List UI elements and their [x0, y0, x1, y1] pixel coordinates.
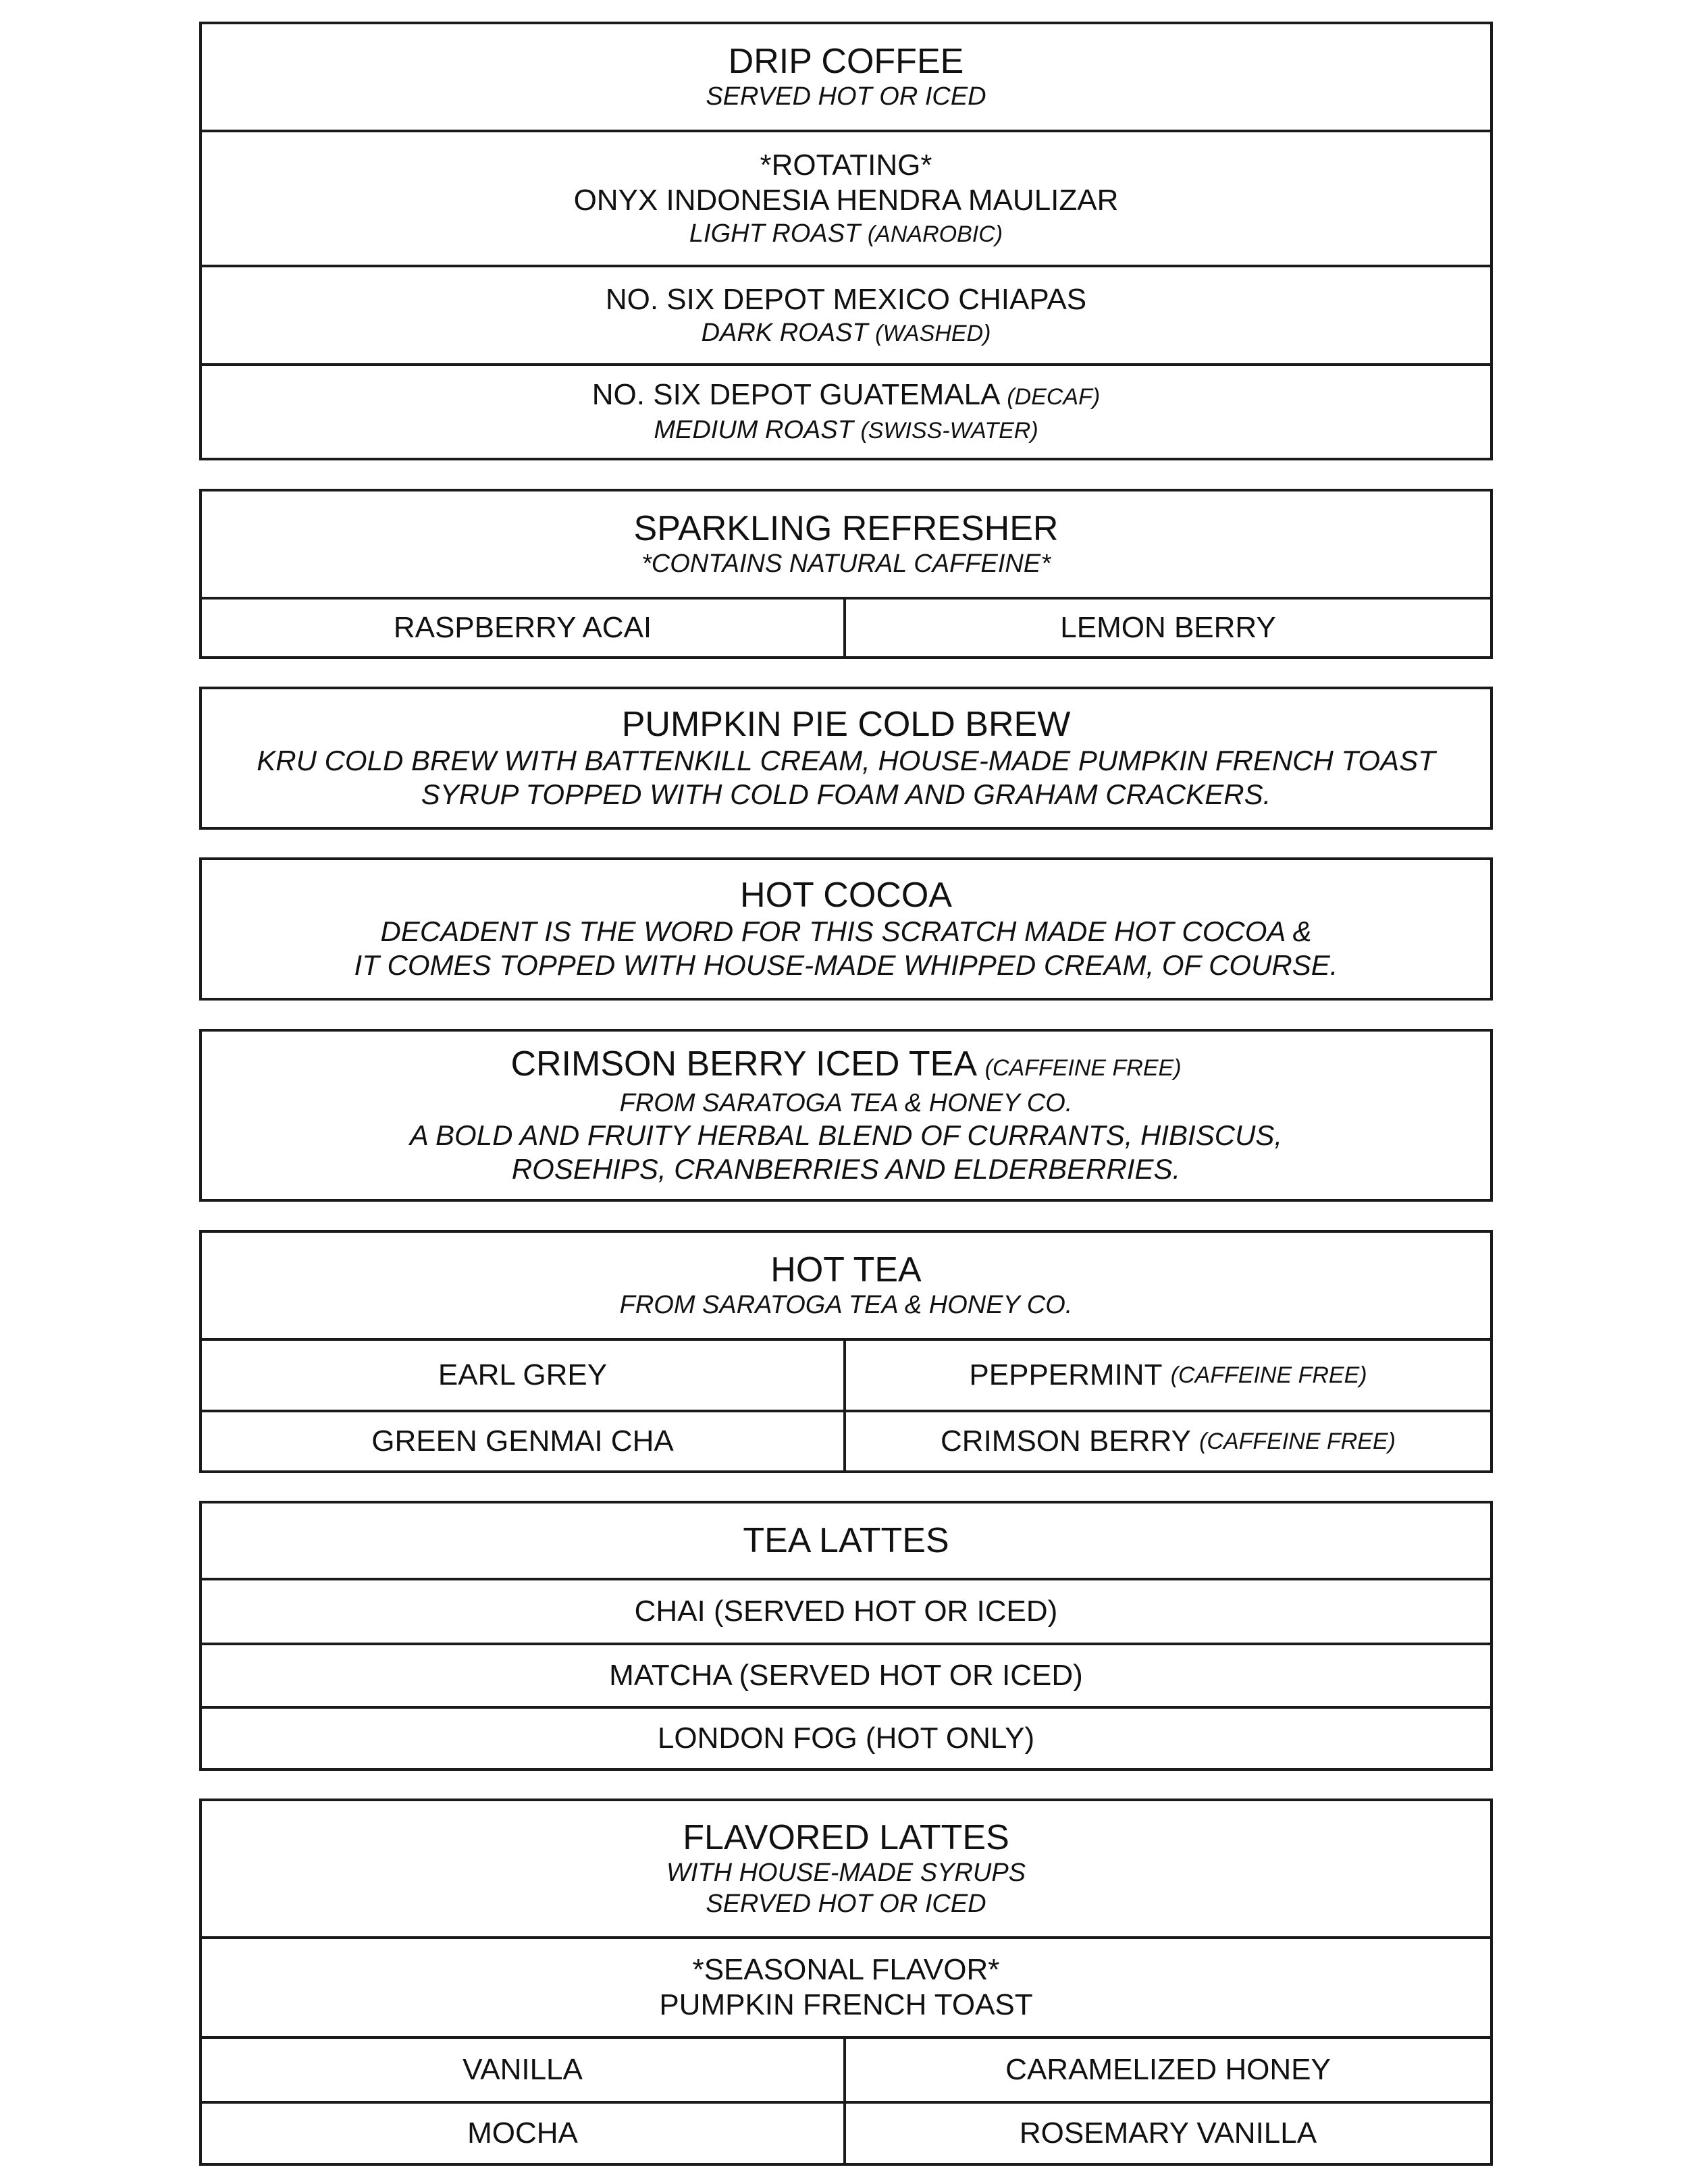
cocoa-content [202, 860, 1490, 998]
item-roast [702, 317, 991, 349]
menu-item: MATCHA (SERVED HOT OR ICED) [202, 1643, 1490, 1706]
flavored-row-1 [202, 2036, 1490, 2101]
crimson-desc-line2: ROSEHIPS, CRANBERRIES AND ELDERBERRIES. [511, 1153, 1181, 1185]
menu-item: MOCHA [202, 2104, 846, 2163]
flavored-row-2 [202, 2101, 1490, 2163]
crimson-from: FROM SARATOGA TEA & HONEY CO. [619, 1089, 1073, 1117]
caffeine-free-note: (CAFFEINE FREE) [984, 1055, 1182, 1081]
hot-tea-row-1 [202, 1338, 1490, 1410]
menu-item: GREEN GENMAI CHA [202, 1412, 846, 1470]
drip-coffee-item-guatemala [202, 363, 1490, 458]
pumpkin-title: PUMPKIN PIE COLD BREW [621, 705, 1071, 744]
item-name [592, 377, 1100, 415]
menu-item: VANILLA [202, 2039, 846, 2101]
sparkling-items-row [202, 597, 1490, 656]
sparkling-header [202, 491, 1490, 597]
seasonal-tag: *SEASONAL FLAVOR* [692, 1953, 1000, 1986]
menu-item: CHAI (SERVED HOT OR ICED) [202, 1578, 1490, 1643]
hot-tea-section [199, 1230, 1493, 1473]
pumpkin-cold-brew-section [199, 687, 1493, 830]
sparkling-title: SPARKLING REFRESHER [633, 509, 1059, 548]
tea-lattes-title: TEA LATTES [743, 1521, 949, 1560]
menu-item [846, 1412, 1490, 1470]
flavored-lattes-section [199, 1799, 1493, 2166]
hot-tea-header [202, 1233, 1490, 1338]
tea-lattes-header [202, 1503, 1490, 1578]
pumpkin-desc-line1: KRU COLD BREW WITH BATTENKILL CREAM, HOUSE-MADE PUMPKIN FRENCH TOAST [257, 745, 1435, 776]
drip-coffee-section [199, 22, 1493, 460]
sparkling-subtitle: *CONTAINS NATURAL CAFFEINE* [641, 550, 1051, 578]
sparkling-refresher-section [199, 489, 1493, 659]
menu-item: EARL GREY [202, 1341, 846, 1410]
item-name-text: PEPPERMINT [969, 1358, 1163, 1391]
roast-level: MEDIUM ROAST [654, 416, 853, 444]
menu-item [846, 1341, 1490, 1410]
drip-coffee-subtitle: SERVED HOT OR ICED [706, 82, 986, 111]
item-name-text: NO. SIX DEPOT GUATEMALA [591, 378, 999, 411]
pumpkin-content [202, 689, 1490, 827]
menu-item: LONDON FOG (HOT ONLY) [202, 1706, 1490, 1768]
hot-tea-subtitle: FROM SARATOGA TEA & HONEY CO. [619, 1291, 1073, 1319]
pumpkin-desc-line2: SYRUP TOPPED WITH COLD FOAM AND GRAHAM CRACKERS. [421, 778, 1271, 810]
hot-tea-title: HOT TEA [770, 1250, 922, 1289]
cocoa-title: HOT COCOA [740, 876, 952, 915]
crimson-desc-line1: A BOLD AND FRUITY HERBAL BLEND OF CURRANTS, HIBISCUS, [409, 1119, 1283, 1151]
item-name: NO. SIX DEPOT MEXICO CHIAPAS [605, 282, 1087, 316]
roast-process: (SWISS-WATER) [860, 418, 1038, 444]
item-tag: *ROTATING* [760, 148, 932, 182]
cocoa-desc-line2: IT COMES TOPPED WITH HOUSE-MADE WHIPPED CREAM, OF COURSE. [354, 949, 1338, 981]
caffeine-free-note: (CAFFEINE FREE) [1170, 1362, 1367, 1388]
item-roast [689, 218, 1003, 250]
roast-process: (WASHED) [875, 320, 991, 346]
flavored-header [202, 1801, 1490, 1936]
crimson-title-text: CRIMSON BERRY ICED TEA [510, 1044, 976, 1084]
roast-level: DARK ROAST [701, 318, 868, 347]
tea-lattes-section [199, 1501, 1493, 1771]
seasonal-flavor [202, 1936, 1490, 2036]
crimson-iced-tea-section [199, 1029, 1493, 1202]
drip-coffee-title: DRIP COFFEE [728, 42, 964, 81]
drip-coffee-item-onyx [202, 130, 1490, 265]
menu-item: RASPBERRY ACAI [202, 600, 846, 656]
drip-coffee-item-mexico [202, 265, 1490, 363]
item-roast [654, 415, 1038, 446]
flavored-subtitle-2: SERVED HOT OR ICED [706, 1890, 986, 1918]
flavored-subtitle-1: WITH HOUSE-MADE SYRUPS [666, 1859, 1026, 1887]
drip-coffee-header [202, 24, 1490, 130]
item-name-text: CRIMSON BERRY [941, 1424, 1191, 1458]
flavored-title: FLAVORED LATTES [683, 1818, 1009, 1857]
seasonal-name: PUMPKIN FRENCH TOAST [659, 1988, 1033, 2021]
roast-process: (ANAROBIC) [867, 221, 1003, 247]
menu-item: CARAMELIZED HONEY [1005, 2053, 1331, 2086]
caffeine-free-note: (CAFFEINE FREE) [1199, 1429, 1396, 1454]
hot-tea-row-2 [202, 1410, 1490, 1470]
cocoa-desc-line1: DECADENT IS THE WORD FOR THIS SCRATCH MADE HOT COCOA & [380, 915, 1312, 947]
menu-item: ROSEMARY VANILLA [1019, 2116, 1317, 2150]
menu-item: LEMON BERRY [1060, 611, 1276, 644]
crimson-title [510, 1044, 1181, 1088]
item-name: ONYX INDONESIA HENDRA MAULIZAR [573, 183, 1119, 217]
decaf-note: (DECAF) [1007, 384, 1101, 410]
hot-cocoa-section [199, 857, 1493, 1001]
roast-level: LIGHT ROAST [689, 219, 861, 248]
crimson-content [202, 1032, 1490, 1199]
